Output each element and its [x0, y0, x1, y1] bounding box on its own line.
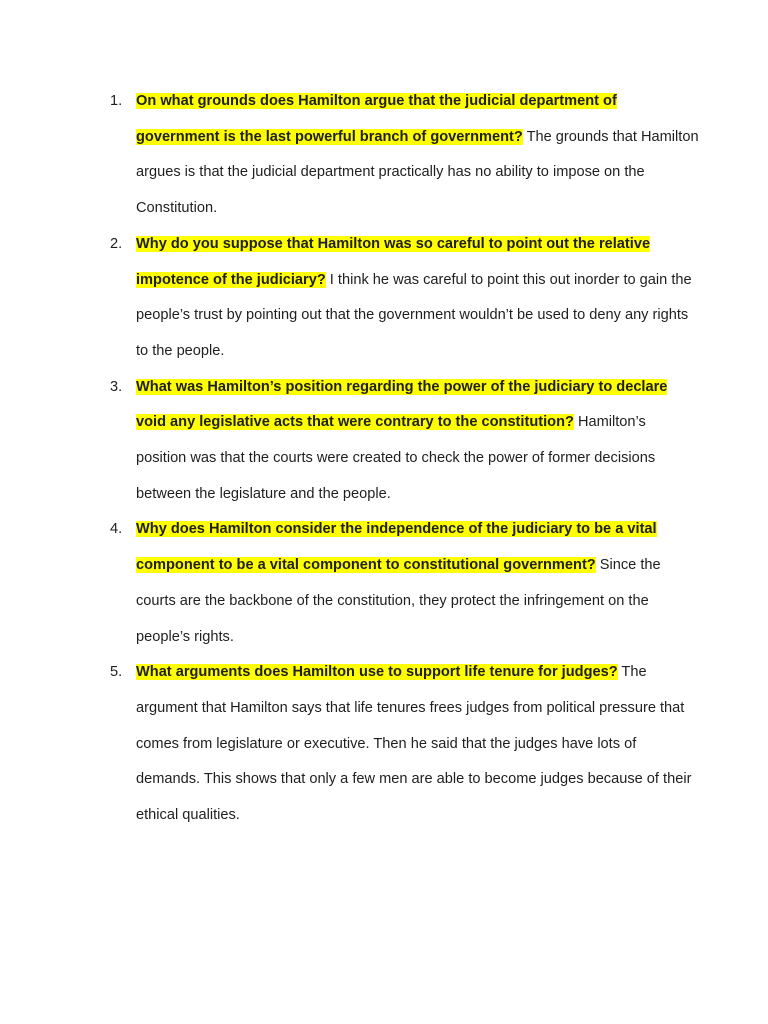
item-text — [136, 370, 700, 513]
item-number: 2. — [110, 235, 123, 252]
item-number: 4. — [110, 521, 123, 538]
item-number: 5. — [110, 664, 123, 681]
item-number: 1. — [110, 93, 123, 109]
answer-text: The grounds that Hamilton argues is that the judicial department practically has no ability to impose on the Constitution. — [136, 128, 699, 217]
highlighted-question: Why do you suppose that Hamilton was so careful to point out the relative impotence of the judiciary? — [136, 235, 651, 288]
highlighted-question: What arguments does Hamilton use to support life tenure for judges? — [136, 664, 618, 681]
list-item — [110, 227, 700, 370]
highlighted-question: What was Hamilton’s position regarding the power of the judiciary to declare void any legislative acts that were contrary to the constitution? — [136, 378, 668, 431]
item-text — [136, 512, 700, 655]
answer-text: The argument that Hamilton says that life tenures frees judges from political pressure that comes from legislature or executive. Then he said that the judges have lots of demands. This shows that only a few men are able to become judges because of their ethical qualities. — [136, 664, 692, 824]
answer-text: Since the courts are the backbone of the constitution, they protect the infringement on the people’s rights. — [136, 557, 661, 645]
item-text — [136, 227, 700, 370]
item-text — [136, 655, 700, 834]
highlighted-question: Why does Hamilton consider the independence of the judiciary to be a vital component to be a vital component to constitutional government? — [136, 521, 657, 574]
question-answer-list — [110, 84, 700, 834]
answer-text: I think he was careful to point this out inorder to gain the people’s trust by pointing out that the government wouldn’t be used to deny any rights to the people. — [136, 271, 692, 359]
highlighted-question: On what grounds does Hamilton argue that the judicial department of government is the last powerful branch of government? — [136, 93, 617, 145]
item-number: 3. — [110, 378, 123, 395]
list-item — [110, 84, 700, 227]
answer-text: Hamilton’s position was that the courts were created to check the power of former decisions between the legislature and the people. — [136, 414, 656, 502]
list-item — [110, 512, 700, 655]
list-item — [110, 655, 700, 834]
item-text — [136, 84, 700, 227]
list-item — [110, 370, 700, 513]
